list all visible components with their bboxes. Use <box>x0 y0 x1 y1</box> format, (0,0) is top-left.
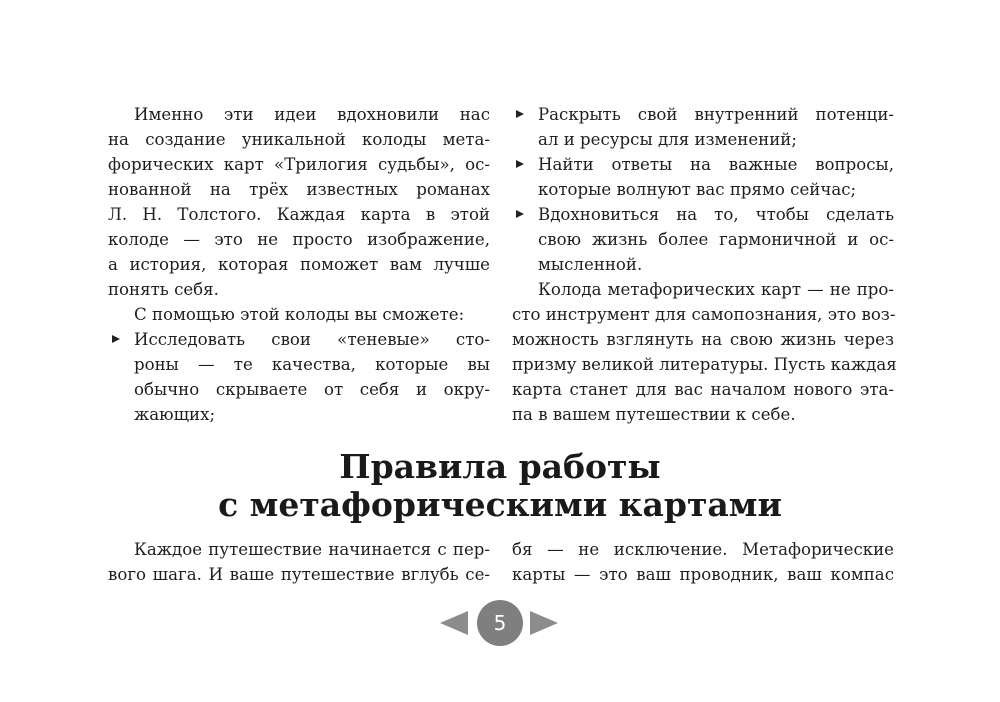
text-line: жающих; <box>134 405 216 424</box>
text-line: роны — те качества, которые вы <box>134 355 490 374</box>
text-line: Вдохновиться на то, чтобы сделать <box>538 205 894 224</box>
page-navigation <box>440 598 560 648</box>
text-line: на создание уникальной колоды мета- <box>108 130 490 149</box>
text-line: форических карт «Трилогия судьбы», ос- <box>108 155 490 174</box>
bullet-item <box>512 102 894 152</box>
text-line: карта станет для вас началом нового эта- <box>512 380 894 399</box>
text-line: Исследовать свои «теневые» сто- <box>134 330 490 349</box>
text-line: карты — это ваш проводник, ваш компас <box>512 565 894 584</box>
bullet-list <box>512 102 894 277</box>
section-heading <box>0 448 1000 524</box>
text-line: мысленной. <box>538 255 643 274</box>
heading-line: Правила работы <box>339 447 661 486</box>
lead-in-paragraph <box>108 302 490 327</box>
text-line: С помощью этой колоды вы сможете: <box>134 305 465 324</box>
triangle-right-icon[interactable] <box>530 611 558 635</box>
text-line: призму великой литературы. Пусть каждая <box>512 355 897 374</box>
closing-paragraph <box>512 277 897 427</box>
text-line: Колода метафорических карт — не про- <box>538 280 894 299</box>
bullet-list <box>108 327 490 427</box>
text-line: нованной на трёх известных романах <box>108 180 490 199</box>
text-line: па в вашем путешествии к себе. <box>512 405 796 424</box>
text-line: Именно эти идеи вдохновили нас <box>134 105 490 124</box>
left-column <box>108 102 490 427</box>
text-line: ал и ресурсы для изменений; <box>538 130 797 149</box>
bottom-left-column <box>108 537 490 587</box>
text-line: можность взглянуть на свою жизнь через <box>512 330 894 349</box>
text-line: Каждое путешествие начинается с пер- <box>134 540 490 559</box>
text-line: а история, которая поможет вам лучше <box>108 255 490 274</box>
text-line: которые волнуют вас прямо сейчас; <box>538 180 857 199</box>
text-line: Раскрыть свой внутренний потенци- <box>538 105 894 124</box>
bullet-item <box>108 327 490 427</box>
page-number-badge: 5 <box>477 600 523 646</box>
bullet-item <box>512 152 894 202</box>
text-line: Найти ответы на важные вопросы, <box>538 155 894 174</box>
text-line: Л. Н. Толстого. Каждая карта в этой <box>108 205 490 224</box>
intro-paragraph <box>108 102 490 302</box>
triangle-left-icon[interactable] <box>440 611 468 635</box>
text-line: колоде — это не просто изображение, <box>108 230 490 249</box>
text-line: сто инструмент для самопознания, это воз- <box>512 305 896 324</box>
right-column <box>512 102 897 427</box>
body-paragraph <box>512 537 894 587</box>
text-line: бя — не исключение. Метафорические <box>512 540 894 559</box>
heading-line: с метафорическими картами <box>218 485 782 524</box>
text-line: свою жизнь более гармоничной и ос- <box>538 230 894 249</box>
bullet-item <box>512 202 894 277</box>
text-line: обычно скрываете от себя и окру- <box>134 380 490 399</box>
bottom-right-column <box>512 537 894 587</box>
text-line: понять себя. <box>108 280 219 299</box>
body-paragraph <box>108 537 490 587</box>
text-line: вого шага. И ваше путешествие вглубь се- <box>108 565 490 584</box>
